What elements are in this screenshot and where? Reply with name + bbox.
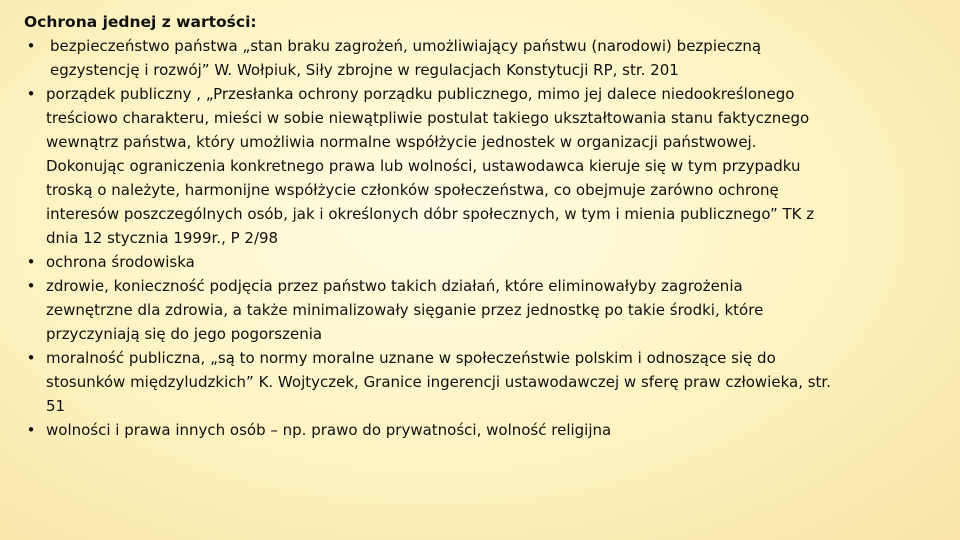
bullet-icon: •	[26, 37, 36, 55]
bullet-icon: •	[26, 253, 36, 271]
bullet-icon: •	[26, 277, 36, 295]
list-item	[24, 82, 924, 250]
slide-title: Ochrona jednej z wartości:	[24, 13, 257, 31]
list-item	[24, 250, 924, 274]
bullet-list	[24, 34, 924, 442]
bullet-icon: •	[26, 349, 36, 367]
list-item-text: bezpieczeństwo państwa „stan braku zagrożeń, umożliwiający państwu (narodowi) bezpieczną egzystencję i rozwój” W. Wołpiuk, Siły zbrojne w regulacjach Konstytucji RP, str. 201	[50, 37, 762, 79]
list-item-text: wolności i prawa innych osób – np. prawo do prywatności, wolność religijna	[46, 421, 612, 439]
list-item-text: moralność publiczna, „są to normy moralne uznane w społeczeństwie polskim i odnoszące się do stosunków międzyludzkich” K. Wojtyczek, Granice ingerencji ustawodawczej w sferę praw człowieka, str. 51	[46, 349, 831, 415]
list-item-text: porządek publiczny , „Przesłanka ochrony porządku publicznego, mimo jej dalece niedookreślonego treściowo charakteru, mieści w sobie niewątpliwie postulat takiego ukształtowania stanu faktycznego wewnątrz państwa, który umożliwia normalne współżycie jednostek w organizacji państwowej. Dokonując ograniczenia konkretnego prawa lub wolności, ustawodawca kieruje się w tym przypadku troską o należyte, harmonijne współżycie członków społeczeństwa, co obejmuje zarówno ochronę interesów poszczególnych osób, jak i określonych dóbr społecznych, w tym i mienia publicznego” TK z dnia 12 stycznia 1999r., P 2/98	[46, 85, 815, 247]
list-item	[24, 274, 924, 346]
list-item	[24, 418, 924, 442]
bullet-icon: •	[26, 421, 36, 439]
slide-content	[24, 10, 924, 442]
list-item	[24, 346, 924, 418]
list-item-text: zdrowie, konieczność podjęcia przez państwo takich działań, które eliminowałyby zagrożenia zewnętrzne dla zdrowia, a także minimalizowały sięganie przez jednostkę po takie środki, które przyczyniają się do jego pogorszenia	[46, 277, 764, 343]
list-item-text: ochrona środowiska	[46, 253, 195, 271]
list-item	[24, 34, 924, 82]
bullet-icon: •	[26, 85, 36, 103]
